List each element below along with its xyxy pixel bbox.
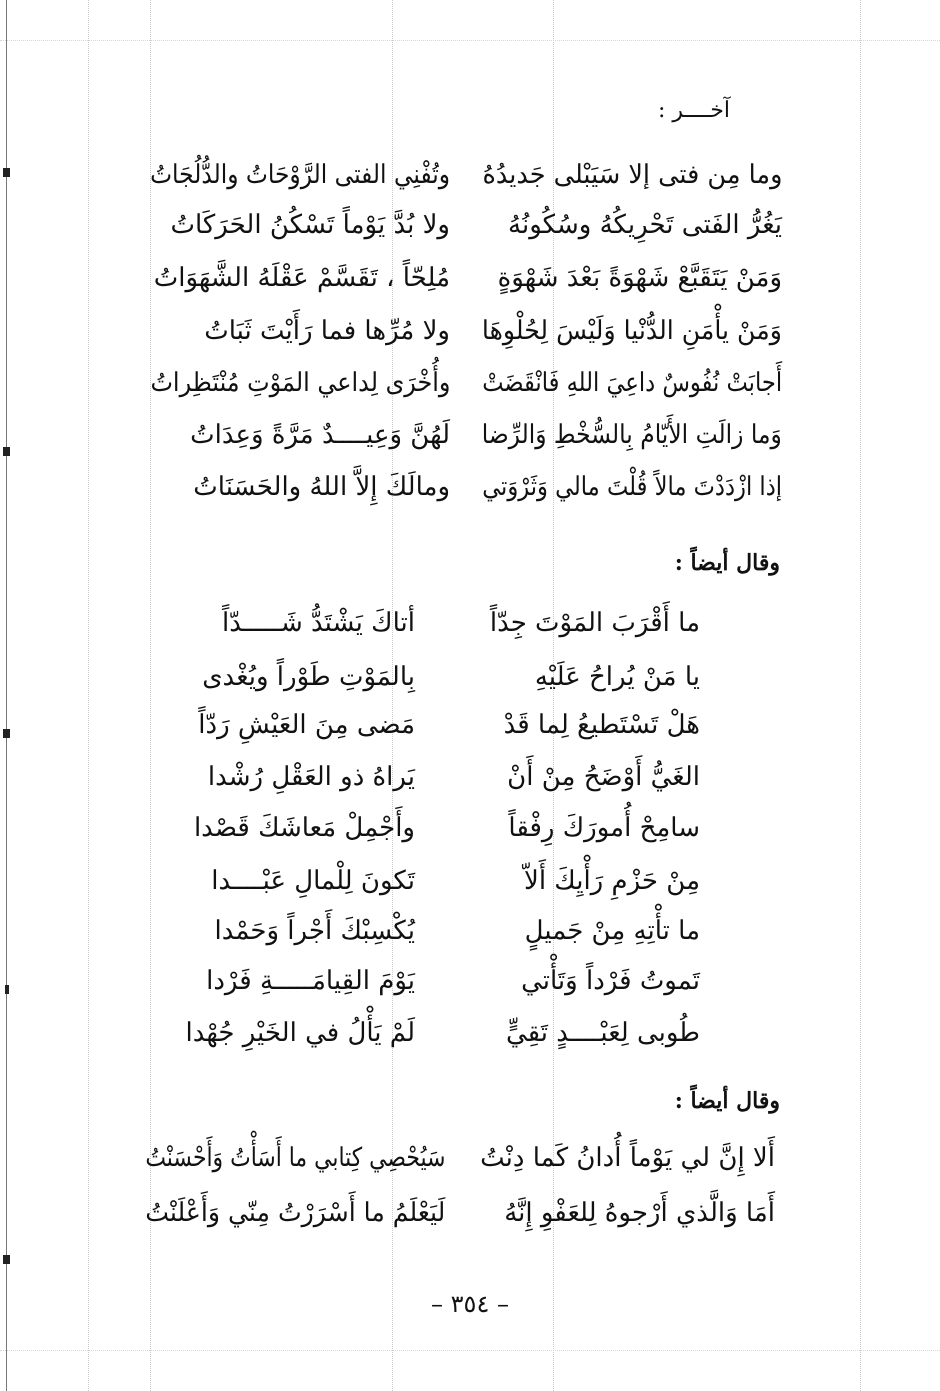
section-heading: آخــــر :: [657, 98, 730, 123]
scan-edge-mark: [5, 985, 9, 994]
verse-second-hemistich: لَمْ يَأْلُ في الخَيْرِ جُهْدا: [185, 1018, 415, 1048]
scan-dot-row: [0, 40, 940, 41]
verse-second-hemistich: بِالمَوْتِ طَوْراً ويُغْدى: [202, 662, 415, 692]
verse-first-hemistich: سامِحْ أُمورَكَ رِفْقاً: [508, 813, 700, 843]
verse-second-hemistich: سَيُحْصِي كِتابي ما أَسَأْتُ وَأَحْسَنْتُ: [144, 1143, 445, 1173]
verse-second-hemistich: ولا بُدَّ يَوْماً تَسْكُنُ الحَرَكَاتُ: [170, 210, 450, 240]
verse-first-hemistich: ما أَقْرَبَ المَوْتَ جِدّاً: [489, 608, 700, 638]
scan-dot-row: [0, 1350, 940, 1351]
verse-second-hemistich: وأُخْرَى لِداعي المَوْتِ مُنْتَظِراتُ: [150, 368, 450, 398]
scan-dot-column: [88, 0, 89, 1391]
verse-first-hemistich: إذا ازْدَدْتَ مالاً قُلْتَ مالي وَثَرْوَتي: [482, 472, 782, 502]
verse-second-hemistich: ولا مُرِّها فما رَأَيْتَ ثَبَاتُ: [204, 316, 450, 346]
verse-second-hemistich: مُلِحّاً ، تَقَسَّمْ عَقْلَهُ الشَّهَوَاتُ: [153, 263, 450, 293]
verse-first-hemistich: تَموتُ فَرْداً وَتَأْتي: [521, 966, 700, 996]
verse-first-hemistich: ما تأْتِهِ مِنْ جَميلٍ: [524, 916, 700, 946]
scan-dot-column: [150, 0, 151, 1391]
verse-second-hemistich: مَضى مِنَ العَيْشِ رَدّاً: [198, 710, 415, 740]
verse-first-hemistich: يَغُرُّ الفَتى تَحْرِيكُهُ وسُكُونُهُ: [508, 210, 782, 240]
verse-second-hemistich: وتُفْنِي الفتى الرَّوْحَاتُ والدُّلُجَاتُ: [150, 160, 450, 190]
scan-dot-column: [392, 0, 393, 1391]
verse-first-hemistich: وَما زالَتِ الأَيّامُ بِالسُّخْطِ وَالرِّضا: [481, 420, 782, 450]
scan-edge-line: [6, 0, 7, 1391]
scan-edge-mark: [3, 447, 10, 456]
page-number: – ٣٥٤ –: [431, 1290, 509, 1318]
section-heading: وقال أيضاً :: [674, 1088, 780, 1114]
verse-first-hemistich: طُوبى لِعَبْــــدٍ تَقِيٍّ: [505, 1018, 700, 1048]
verse-first-hemistich: أَلا إِنَّ لي يَوْماً أُدانُ كَما دِنْتُ: [480, 1143, 775, 1173]
verse-second-hemistich: يَوْمَ القِيامَـــــةِ فَرْدا: [206, 966, 415, 996]
verse-first-hemistich: وَمَنْ يَتَقَبَّعْ شَهْوَةً بَعْدَ شَهْوَةٍ: [497, 263, 782, 293]
verse-second-hemistich: لَيَعْلَمُ ما أَسْرَرْتُ مِنّي وَأَعْلَنْتُ: [144, 1198, 445, 1228]
verse-first-hemistich: الغَيُّ أَوْضَحُ مِنْ أَنْ: [507, 762, 700, 792]
verse-second-hemistich: تَكونَ لِلْمالِ عَبْــــدا: [211, 866, 415, 896]
verse-second-hemistich: وأَجْمِلْ مَعاشَكَ قَصْدا: [193, 813, 415, 843]
verse-first-hemistich: مِنْ حَزْمِ رَأْيِكَ أَلاّ: [523, 866, 700, 896]
verse-first-hemistich: أَمَا وَالَّذي أَرْجوهُ لِلعَفْوِ إِنَّهُ: [504, 1198, 775, 1228]
scan-edge-mark: [3, 168, 10, 177]
verse-second-hemistich: يُكْسِبْكَ أَجْراً وَحَمْدا: [214, 916, 415, 946]
section-heading: وقال أيضاً :: [674, 550, 780, 576]
verse-second-hemistich: أتاكَ يَشْتَدُّ شَـــــدّاً: [221, 608, 415, 638]
verse-second-hemistich: يَراهُ ذو العَقْلِ رُشْدا: [207, 762, 415, 792]
verse-second-hemistich: ومالَكَ إِلاَّ اللهُ والحَسَنَاتُ: [193, 472, 450, 502]
verse-first-hemistich: هَلْ تَسْتَطيعُ لِما قَدْ: [503, 710, 700, 740]
verse-first-hemistich: أَجابَتْ نُفُوسٌ داعِيَ اللهِ فَانْقَضَتْ: [482, 368, 782, 398]
verse-first-hemistich: يا مَنْ يُراحُ عَلَيْهِ: [534, 662, 700, 692]
scan-edge-mark: [3, 729, 10, 738]
verse-first-hemistich: وَمَنْ يأْمَنِ الدُّنْيا وَلَيْسَ لِحُلْوِهَا: [482, 316, 782, 346]
scan-edge-mark: [3, 1255, 10, 1264]
verse-second-hemistich: لَهُنَّ وَعِيــــدٌ مَرَّةً وَعِدَاتُ: [190, 420, 450, 450]
verse-first-hemistich: وما مِن فتى إلا سَيَبْلى جَديدُهُ: [482, 160, 782, 190]
scan-dot-column: [860, 0, 861, 1391]
scan-dot-column: [553, 0, 554, 1391]
